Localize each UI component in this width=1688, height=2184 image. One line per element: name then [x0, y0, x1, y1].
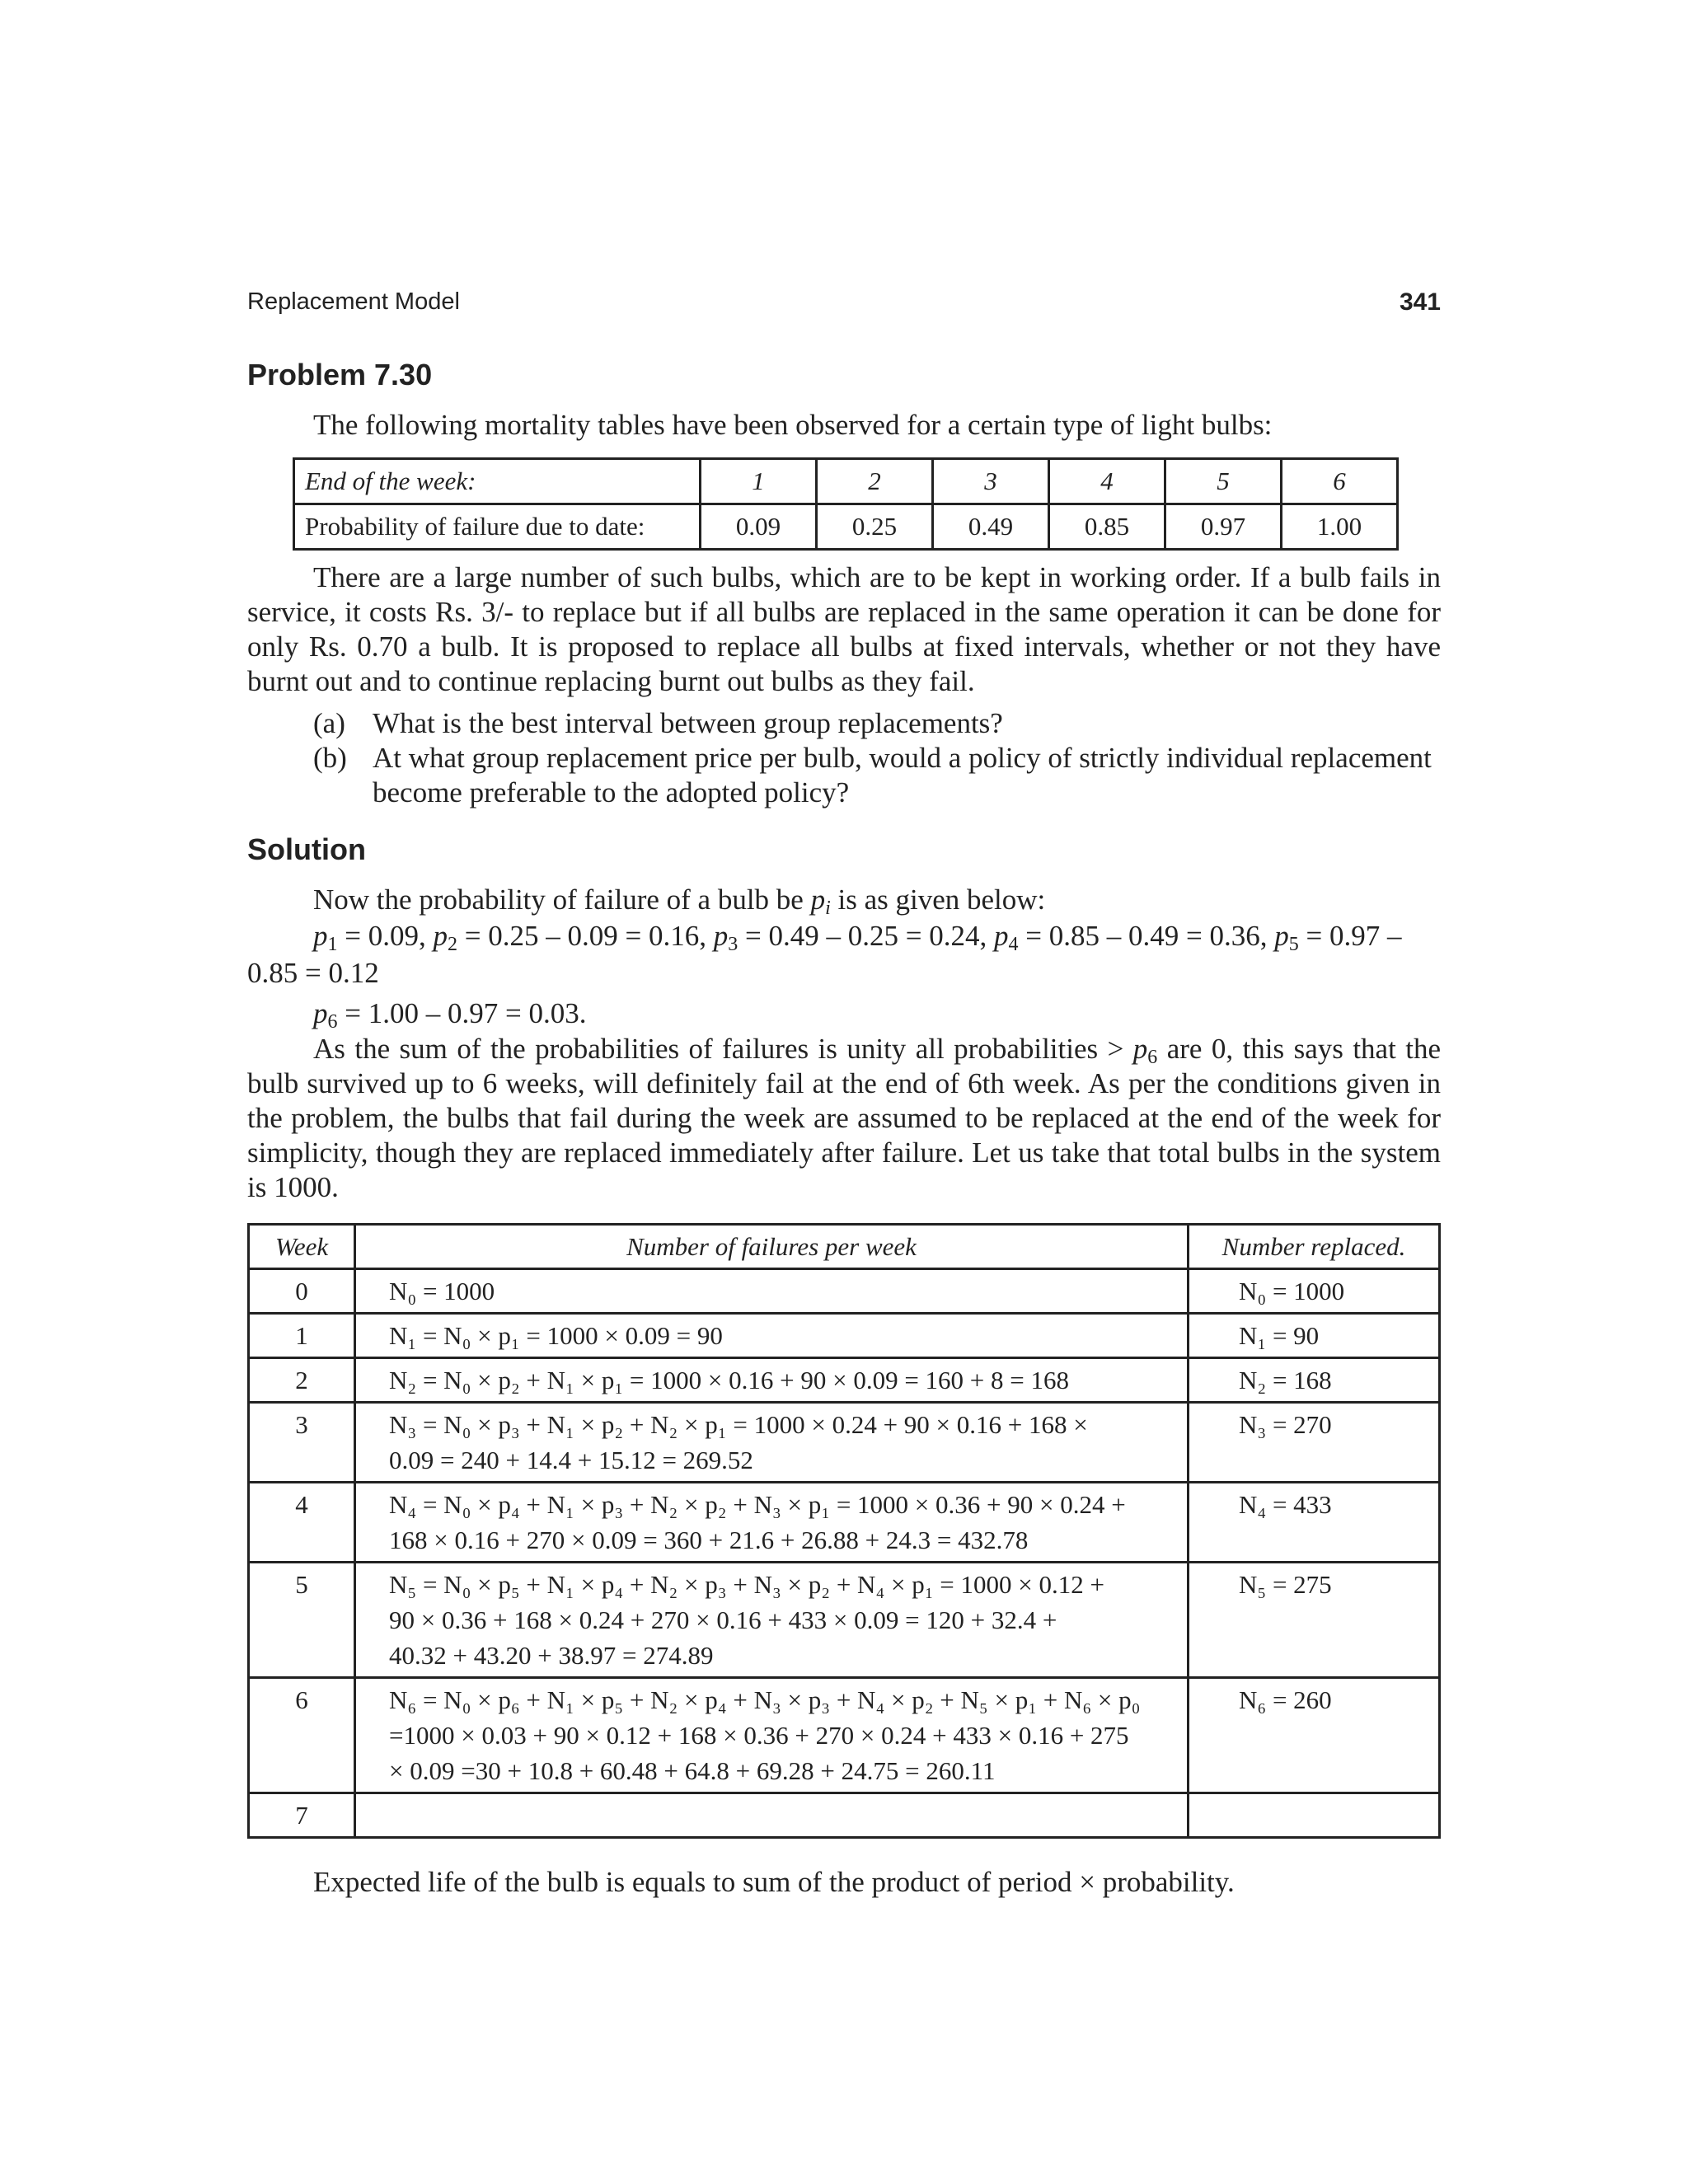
failure-calculation	[355, 1403, 1189, 1483]
replaced-count: N₃ = 270	[1189, 1403, 1440, 1483]
mortality-table	[293, 457, 1399, 551]
problem-statement: There are a large number of such bulbs, which are to be kept in working order. If a bulb fails in service, it costs Rs. 3/- to replace but if all bulbs are replaced in the same operation it can be done for only Rs. 0.70 a bulb. It is proposed to replace all bulbs at fixed intervals, whether or not they have burnt out and to continue replacing burnt out bulbs as they fail.	[247, 561, 1441, 697]
table-row	[249, 1483, 1440, 1563]
probability-p6: $p_6 = 1.00 - 0.97 = 0.03$.	[313, 997, 587, 1033]
week-cell: 2	[817, 459, 933, 504]
calculation-line: N₀ = 1000	[389, 1277, 495, 1305]
week-number: 3	[249, 1403, 355, 1483]
row-label-week: End of the week:	[294, 459, 701, 504]
week-number: 0	[249, 1269, 355, 1314]
failure-calculation	[355, 1678, 1189, 1793]
week-number: 6	[249, 1678, 355, 1793]
table-header-row	[249, 1225, 1440, 1269]
week-number: 2	[249, 1358, 355, 1403]
calculation-line: N₄ = N₀ × p₄ + N₁ × p₃ + N₂ × p₂ + N₃ × p₁ = 1000 × 0.36 + 90 × 0.24 +	[389, 1490, 1126, 1519]
header-replaced: Number replaced.	[1189, 1225, 1440, 1269]
probability-cell: 0.25	[817, 504, 933, 550]
problem-heading: Problem 7.30	[247, 358, 433, 391]
probability-cell: 1.00	[1282, 504, 1398, 550]
replaced-count: N₄ = 433	[1189, 1483, 1440, 1563]
chapter-title: Replacement Model	[247, 288, 460, 315]
failures-table	[247, 1223, 1441, 1839]
row-label-probability: Probability of failure due to date:	[294, 504, 701, 550]
problem-intro: The following mortality tables have been observed for a certain type of light bulbs:	[313, 409, 1273, 441]
mortality-row-probabilities	[294, 504, 1398, 550]
page-number: 341	[1399, 288, 1441, 316]
header-failures: Number of failures per week	[355, 1225, 1189, 1269]
week-cell: 4	[1049, 459, 1165, 504]
calculation-line: × 0.09 =30 + 10.8 + 60.48 + 64.8 + 69.28 + 24.75 = 260.11	[389, 1756, 996, 1785]
running-header	[247, 288, 1441, 328]
probability-cell: 0.97	[1165, 504, 1282, 550]
question-text: What is the best interval between group replacements?	[373, 707, 1003, 739]
calculation-line: =1000 × 0.03 + 90 × 0.12 + 168 × 0.36 + 270 × 0.24 + 433 × 0.16 + 275	[389, 1721, 1129, 1750]
week-cell: 6	[1282, 459, 1398, 504]
week-number: 4	[249, 1483, 355, 1563]
failure-calculation	[355, 1269, 1189, 1314]
table-row	[249, 1314, 1440, 1358]
table-row	[249, 1403, 1440, 1483]
replaced-count	[1189, 1793, 1440, 1838]
failure-calculation	[355, 1563, 1189, 1678]
failure-calculation	[355, 1358, 1189, 1403]
replaced-count: N₀ = 1000	[1189, 1269, 1440, 1314]
calculation-line: N₆ = N₀ × p₆ + N₁ × p₅ + N₂ × p₄ + N₃ × p₃ + N₄ × p₂ + N₅ × p₁ + N₆ × p₀	[389, 1685, 1141, 1714]
solution-heading: Solution	[247, 832, 366, 866]
probability-intro: Now the probability of failure of a bulb be $p_i$ is as given below:	[313, 883, 1046, 919]
calculation-line: N₂ = N₀ × p₂ + N₁ × p₁ = 1000 × 0.16 + 90 × 0.09 = 160 + 8 = 168	[389, 1366, 1070, 1394]
table-row	[249, 1269, 1440, 1314]
probability-cell: 0.09	[701, 504, 817, 550]
week-cell: 1	[701, 459, 817, 504]
calculation-line	[389, 1797, 1187, 1833]
table-row	[249, 1678, 1440, 1793]
calculation-line: N₃ = N₀ × p₃ + N₁ × p₂ + N₂ × p₁ = 1000 × 0.24 + 90 × 0.16 + 168 ×	[389, 1410, 1088, 1439]
table-row	[249, 1793, 1440, 1838]
week-cell: 5	[1165, 459, 1282, 504]
replaced-count: N₆ = 260	[1189, 1678, 1440, 1793]
week-number: 1	[249, 1314, 355, 1358]
question-label: (b)	[313, 742, 347, 774]
week-number: 5	[249, 1563, 355, 1678]
failure-calculation	[355, 1314, 1189, 1358]
week-cell: 3	[933, 459, 1049, 504]
probability-cell: 0.49	[933, 504, 1049, 550]
closing-sentence: Expected life of the bulb is equals to sum of the product of period × probability.	[313, 1866, 1235, 1898]
failure-calculation	[355, 1793, 1189, 1838]
table-row	[249, 1358, 1440, 1403]
probability-continuation: 0.85 = 0.12	[247, 957, 379, 989]
replaced-count: N₅ = 275	[1189, 1563, 1440, 1678]
header-week: Week	[249, 1225, 355, 1269]
question-text: At what group replacement price per bulb, would a policy of strictly individual replacement become preferable to the adopted policy?	[373, 742, 1432, 808]
question-label: (a)	[313, 707, 345, 739]
calculation-line: 0.09 = 240 + 14.4 + 15.12 = 269.52	[389, 1446, 753, 1474]
replaced-count: N₁ = 90	[1189, 1314, 1440, 1358]
week-number: 7	[249, 1793, 355, 1838]
failure-calculation	[355, 1483, 1189, 1563]
calculation-line: N₁ = N₀ × p₁ = 1000 × 0.09 = 90	[389, 1321, 723, 1350]
table-row	[249, 1563, 1440, 1678]
calculation-line: 168 × 0.16 + 270 × 0.09 = 360 + 21.6 + 26.88 + 24.3 = 432.78	[389, 1526, 1029, 1554]
probability-cell: 0.85	[1049, 504, 1165, 550]
explanation-paragraph: As the sum of the probabilities of failures is unity all probabilities > $p_6$ are 0, this says that the bulb survived up to 6 weeks, will definitely fail at the end of 6th week. As per the conditions given in the problem, the bulbs that fail during the week are assumed to be replaced at the end of the week for simplicity, though they are replaced immediately after failure. Let us take that total bulbs in the system is 1000.	[247, 1033, 1442, 1203]
calculation-line: N₅ = N₀ × p₅ + N₁ × p₄ + N₂ × p₃ + N₃ × p₂ + N₄ × p₁ = 1000 × 0.12 +	[389, 1570, 1104, 1599]
calculation-line: 90 × 0.36 + 168 × 0.24 + 270 × 0.16 + 433 × 0.09 = 120 + 32.4 +	[389, 1605, 1057, 1634]
replaced-count: N₂ = 168	[1189, 1358, 1440, 1403]
calculation-line: 40.32 + 43.20 + 38.97 = 274.89	[389, 1641, 714, 1670]
probability-values: $p_1 = 0.09$, $p_2 = 0.25 - 0.09 = 0.16$, $p_3 = 0.49 - 0.25 = 0.24$, $p_4 = 0.85 - 0.49 = 0.36$, $p_5 = 0.97$ –	[313, 920, 1402, 955]
mortality-row-weeks	[294, 459, 1398, 504]
